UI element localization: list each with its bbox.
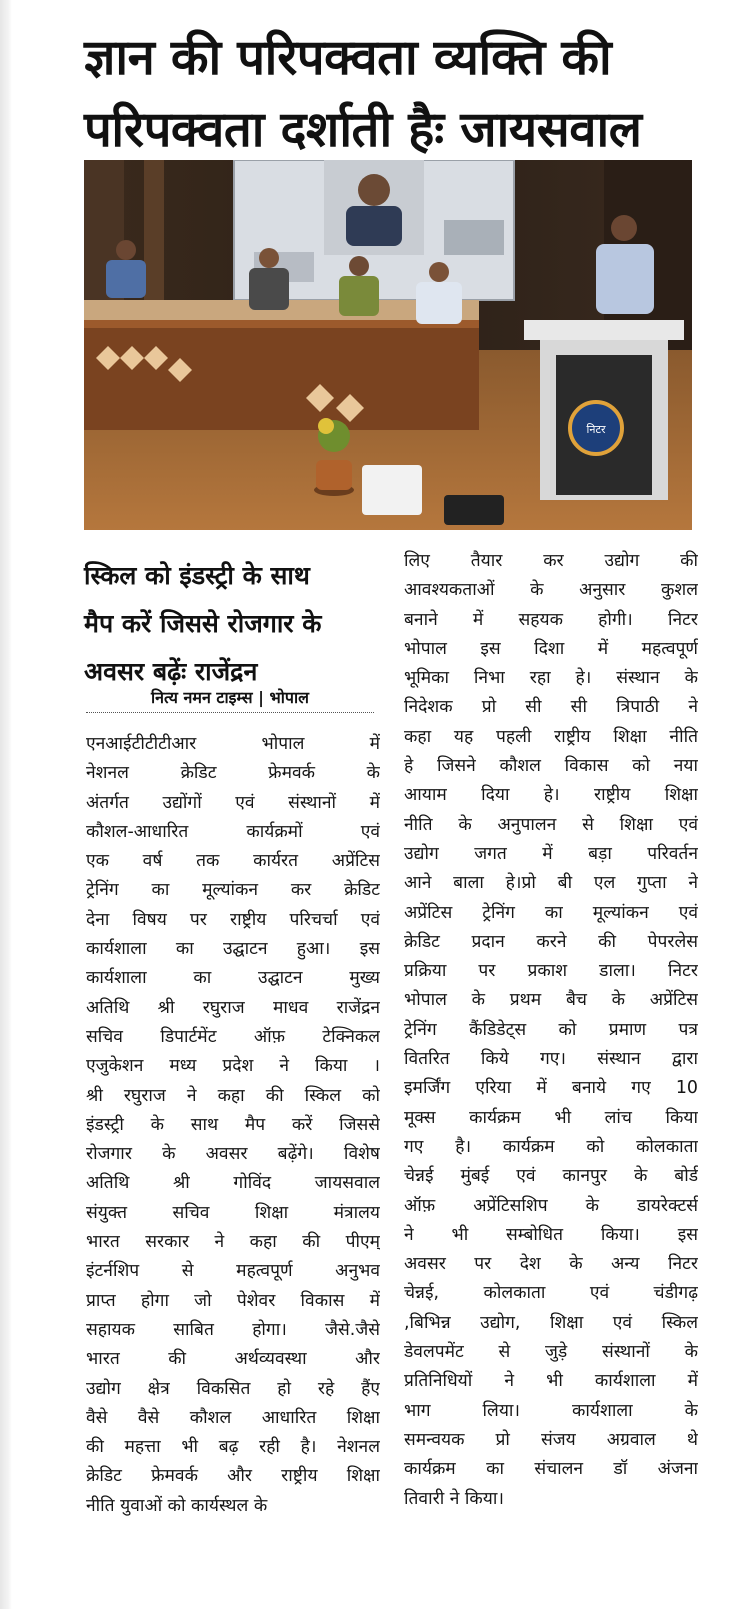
- body-text-line: भोपाल इस दिशा में महत्वपूर्ण: [404, 638, 698, 659]
- body-text-line: भारत सरकार ने कहा की पीएम्: [86, 1232, 380, 1253]
- body-text-line: डेवलपमेंट से जुड़े संस्थानों के: [404, 1342, 698, 1363]
- body-text-line: नीति युवाओं को कार्यस्थल के: [86, 1495, 268, 1516]
- body-text-line: प्रक्रिया पर प्रकाश डाला। निटर: [404, 961, 698, 982]
- body-text-line: संयुक्त सचिव शिक्षा मंत्रालय: [86, 1202, 380, 1223]
- body-text-line: आवश्यकताओं के अनुसार कुशल: [404, 580, 698, 601]
- body-text-line: बनाने में सहयक होगी। निटर: [404, 609, 698, 630]
- body-text-line: एक वर्ष तक कार्यरत अप्रेंटिस: [86, 851, 380, 872]
- body-text-line: आने बाला हे।प्रो बी एल गुप्ता ने: [404, 873, 698, 894]
- subheadline-line: स्किल को इंडस्ट्री के साथ: [84, 561, 310, 590]
- body-text-line: भूमिका निभा रहा हे। संस्थान के: [404, 668, 698, 689]
- body-text-line: क्रेडिट प्रदान करने की पेपरलेस: [404, 931, 698, 952]
- body-text-line: एनआईटीटीटीआर भोपाल में: [86, 734, 380, 754]
- body-column-right: [404, 547, 698, 1514]
- podium-top: [524, 320, 684, 340]
- body-text-line: ट्रेनिंग कैंडिडेट्स को प्रमाण पत्र: [404, 1019, 698, 1040]
- body-text-line: श्री रघुराज ने कहा की स्किल को: [86, 1085, 380, 1106]
- body-text-line: ट्रेनिंग का मूल्यांकन कर क्रेडिट: [86, 880, 380, 901]
- body-text-line: चेन्नई, कोलकाता एवं चंडीगढ़: [404, 1283, 698, 1304]
- body-text-line: इमर्जिंग एरिया में बनाये गए 10: [404, 1078, 698, 1099]
- body-text-line: कार्यक्रम का संचालन डॉ अंजना: [404, 1459, 698, 1480]
- body-text-line: ने भी सम्बोधित किया। इस: [404, 1224, 698, 1245]
- body-text-line: निदेशक प्रो सी सी त्रिपाठी ने: [404, 697, 698, 718]
- body-text-line: भोपाल के प्रथम बैच के अप्रेंटिस: [404, 990, 698, 1011]
- body-text-line: देना विषय पर राष्ट्रीय परिचर्चा एवं: [86, 909, 380, 930]
- body-text-line: आयाम दिया हे। राष्ट्रीय शिक्षा: [404, 785, 698, 806]
- body-text-line: समन्वयक प्रो संजय अग्रवाल थे: [404, 1429, 698, 1450]
- body-text-line: अतिथि श्री रघुराज माधव राजेंद्रन: [86, 997, 380, 1018]
- body-text-line: हे जिसने कौशल विकास को नया: [404, 756, 698, 777]
- body-text-line: ऑफ़ अप्रेंटिसशिप के डायरेक्टर्स: [404, 1195, 698, 1216]
- body-text-line: अवसर पर देश के अन्य निटर: [404, 1254, 698, 1275]
- subheadline-line: अवसर बढ़ेंः राजेंद्रन: [84, 657, 258, 686]
- body-text-line: उद्योग जगत में बड़ा परिवर्तन: [404, 843, 698, 864]
- body-text-line: उद्योग क्षेत्र विकसित हो रहे हैंए: [86, 1378, 380, 1399]
- body-text-line: सचिव डिपार्टमेंट ऑफ़ टेक्निकल: [86, 1026, 380, 1047]
- body-text-line: गए है। कार्यक्रम को कोलकाता: [404, 1136, 698, 1157]
- body-text-line: प्रतिनिधियों ने भी कार्यशाला में: [404, 1371, 698, 1392]
- body-text-line: भाग लिया। कार्यशाला के: [404, 1400, 698, 1421]
- body-text-line: कार्यशाला का उद्घाटन हुआ। इस: [86, 939, 380, 960]
- body-text-line: क्रेडिट फ्रेमवर्क और राष्ट्रीय शिक्षा: [86, 1466, 380, 1487]
- body-text-line: सहायक साबित होगा। जैसे.जैसे: [86, 1319, 380, 1340]
- podium-logo-text: निटर: [586, 423, 606, 436]
- body-column-left: [86, 730, 380, 1521]
- body-text-line: अप्रेंटिस ट्रेनिंग का मूल्यांकन एवं: [404, 902, 698, 923]
- body-text-line: कहा यह पहली राष्ट्रीय शिक्षा नीति: [404, 726, 698, 747]
- byline: नित्य नमन टाइम्स | भोपाल: [86, 686, 374, 713]
- body-text-line: मूक्स कार्यक्रम भी लांच किया: [404, 1107, 698, 1128]
- headline-line: परिपक्वता दर्शाती हैः जायसवाल: [84, 101, 642, 158]
- body-text-line: वैसे वैसे कौशल आधारित शिक्षा: [86, 1407, 380, 1428]
- article-photo: [84, 160, 692, 530]
- article-headline: [84, 22, 714, 166]
- body-text-line: एजुकेशन मध्य प्रदेश ने किया ।: [86, 1056, 380, 1077]
- body-text-line: कार्यशाला का उद्घाटन मुख्य: [86, 968, 380, 989]
- subheadline-line: मैप करें जिससे रोजगार के: [84, 609, 322, 638]
- body-text-line: तिवारी ने किया।: [404, 1488, 504, 1509]
- body-text-line: प्राप्त होगा जो पेशेवर विकास में: [86, 1290, 380, 1311]
- body-text-line: की महत्ता भी बढ़ रही है। नेशनल: [86, 1437, 380, 1458]
- body-text-line: नेशनल क्रेडिट फ्रेमवर्क के: [86, 763, 380, 784]
- sub-headline: [84, 552, 384, 696]
- headline-line: ज्ञान की परिपक्वता व्यक्ति की: [84, 29, 612, 86]
- body-text-line: अतिथि श्री गोविंद जायसवाल: [86, 1173, 380, 1194]
- body-text-line: कौशल-आधारित कार्यक्रमों एवं: [86, 821, 380, 842]
- body-text-line: चेन्नई मुंबई एवं कानपुर के बोर्ड: [404, 1166, 698, 1187]
- body-text-line: लिए तैयार कर उद्योग की: [404, 551, 698, 571]
- body-text-line: भारत की अर्थव्यवस्था और: [86, 1349, 380, 1370]
- body-text-line: इंटर्नशिप से महत्वपूर्ण अनुभव: [86, 1261, 380, 1282]
- projector-device: [362, 465, 422, 515]
- body-text-line: वितरित किये गए। संस्थान द्वारा: [404, 1049, 698, 1070]
- body-text-line: रोजगार के अवसर बढ़ेंगे। विशेष: [86, 1144, 380, 1165]
- page-edge-shadow: [0, 0, 12, 1609]
- body-text-line: नीति के अनुपालन से शिक्षा एवं: [404, 814, 698, 835]
- body-text-line: ,बिभिन्न उद्योग, शिक्षा एवं स्किल: [404, 1312, 698, 1333]
- body-text-line: इंडस्ट्री के साथ मैप करें जिससे: [86, 1114, 380, 1135]
- body-text-line: अंतर्गत उद्योंगों एवं संस्थानों में: [86, 792, 380, 813]
